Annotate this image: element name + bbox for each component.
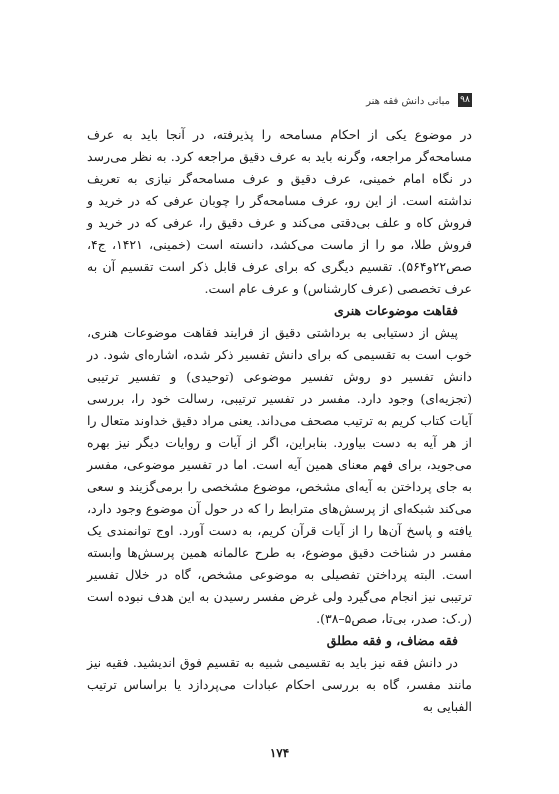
header-book-title: مبانی دانش فقه هنر: [366, 96, 450, 107]
page-body: [87, 124, 472, 718]
running-header: [87, 93, 472, 111]
paragraph-fiqh: در دانش فقه نیز باید به تقسیمی شبیه به تقسیم فوق اندیشید. فقیه نیز مانند مفسر، گاه به بررسی احکام عبادات می‌پردازد یا براساس ترتیب الفبایی به: [87, 655, 472, 714]
paragraph-tafsir: پیش از دستیابی به برداشتی دقیق از فرایند فقاهت موضوعات هنری، خوب است به تقسیمی که برای دانش تفسیر ذکر شده، اشاره‌ای شود. در دانش تفسیر دو روش تفسیر موضوعی (توحیدی) و تفسیر ترتیبی (تجزیه‌ای) وجود دارد. مفسر در تفسیر ترتیبی، رسالت خود را، بررسی آیات کتاب کریم به ترتیب مصحف می‌داند. یعنی مراد دقیق خداوند متعال را از هر آیه به دست بیاورد. بنابراین، اگر از آیات و روایات دیگر نیز بهره می‌جوید، برای فهم معنای همین آیه است. اما در تفسیر موضوعی، مفسر به جای پرداختن به آیه‌ای مشخص، موضوع مشخصی را برمی‌گزیند و سعی می‌کند شبکه‌ای از پرسش‌های مترابط را که در حول آن موضوع وجود دارد، یافته و پاسخ آن‌ها را از آیات قرآن کریم، به دست آورد. اوج توانمندی یک مفسر در شناخت دقیق موضوع، به طرح عالمانه همین پرسش‌ها وابسته است. البته پرداختن تفصیلی به موضوعی مشخص، گاه در خلال تفسیر ترتیبی نیز انجام می‌گیرد ولی غرض مفسر رسیدن به این هدف نبوده است (ر.ک: صدر، بی‌تا، صص۵–۳۸).: [87, 325, 472, 626]
page-folio-number: ۱۷۴: [269, 746, 290, 760]
paragraph-urf: در موضوع یکی از احکام مسامحه را پذیرفته، در آنجا باید به عرف مسامحه‌گر مراجعه، وگرنه باید به عرف دقیق مراجعه کرد. به نظر می‌رسد در نگاه امام خمینی، عرف دقیق و عرف مسامحه‌گر نیازی به تعریف نداشته است. از این رو، عرف مسامحه‌گر را چوبان عرفی که در خرید و فروش کاه و علف بی‌دقتی می‌کند و عرف دقیق را، عرفی که در خرید و فروش طلا، مو را از ماست می‌کشد، دانسته است (خمینی، ۱۴۲۱، ج۴، صص۲۲و۵۶۴). تقسیم دیگری که برای عرف قابل ذکر است تقسیم آن به عرف تخصصی (عرف کارشناس) و عرف عام است.: [87, 127, 472, 296]
section-heading-art-jurisprudence: فقاهت موضوعات هنری: [334, 303, 458, 318]
header-page-badge: ۹۸: [458, 93, 472, 107]
section-heading-fiqh-types: فقه مضاف، و فقه مطلق: [326, 633, 458, 648]
